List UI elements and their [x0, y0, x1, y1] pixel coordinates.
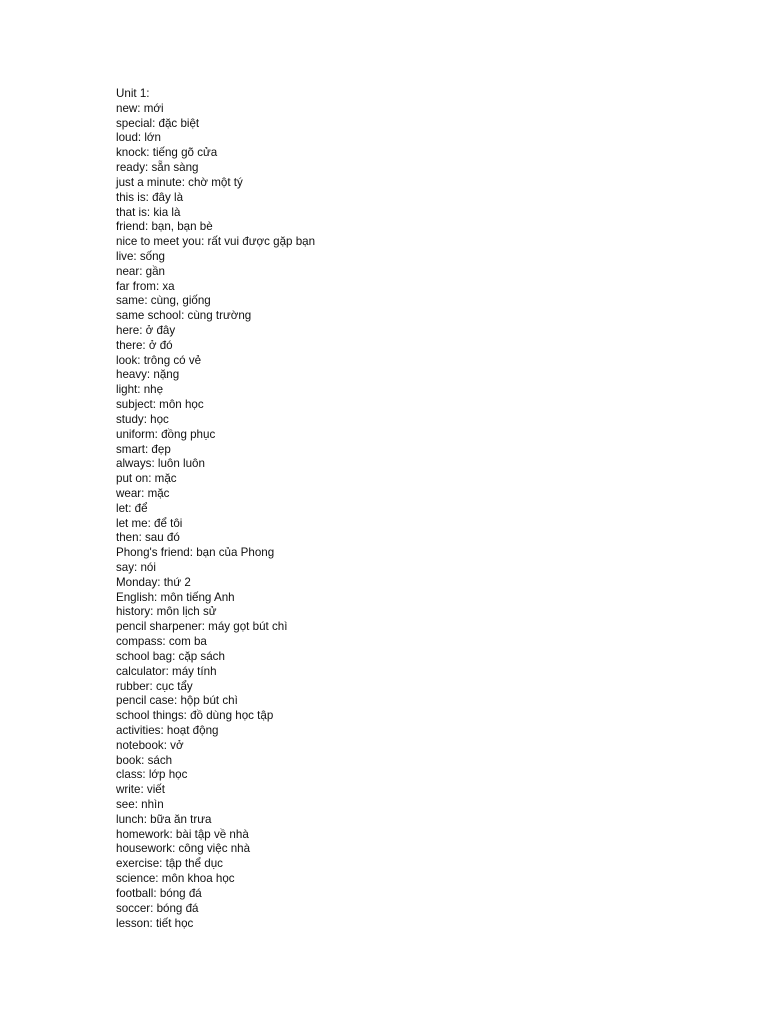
- vocab-line: that is: kia là: [116, 205, 181, 219]
- vocab-line: Phong's friend: bạn của Phong: [116, 546, 275, 560]
- vocab-line: heavy: nặng: [116, 368, 180, 382]
- vocab-line: book: sách: [116, 753, 173, 767]
- vocab-line: same school: cùng trường: [116, 309, 252, 323]
- vocab-line: wear: mặc: [116, 486, 170, 500]
- vocab-line: let me: để tôi: [116, 516, 183, 530]
- vocab-line: pencil sharpener: máy gọt bút chì: [116, 620, 288, 634]
- vocab-line: say: nói: [116, 561, 156, 574]
- vocab-line: light: nhẹ: [116, 383, 164, 397]
- vocab-line: housework: công việc nhà: [116, 842, 251, 856]
- vocab-line: class: lớp học: [116, 768, 188, 782]
- vocab-line: here: ở đây: [116, 324, 176, 337]
- vocab-line: lunch: bữa ăn trưa: [116, 812, 212, 826]
- vocab-line: uniform: đồng phục: [116, 427, 216, 441]
- vocab-line: near: gần: [116, 264, 165, 278]
- vocab-line: football: bóng đá: [116, 886, 202, 900]
- vocab-line: calculator: máy tính: [116, 664, 217, 678]
- vocab-line: same: cùng, giống: [116, 294, 211, 308]
- vocab-line: homework: bài tập về nhà: [116, 827, 249, 841]
- vocab-line: far from: xa: [116, 279, 175, 293]
- vocab-line: history: môn lịch sử: [116, 605, 217, 619]
- vocab-line: school things: đồ dùng học tập: [116, 709, 274, 723]
- unit-heading: Unit 1:: [116, 87, 150, 100]
- vocab-line: see: nhìn: [116, 798, 164, 811]
- vocab-line: new: mới: [116, 101, 164, 115]
- vocab-line: knock: tiếng gõ cửa: [116, 146, 218, 160]
- vocab-line: ready: sẵn sàng: [116, 161, 199, 175]
- vocab-line: smart: đẹp: [116, 442, 171, 456]
- vocab-line: Monday: thứ 2: [116, 575, 191, 589]
- vocab-line: subject: môn học: [116, 398, 204, 412]
- vocab-line: science: môn khoa học: [116, 872, 235, 886]
- vocab-line: study: học: [116, 412, 169, 426]
- vocab-line: compass: com ba: [116, 635, 207, 649]
- vocab-line: there: ở đó: [116, 338, 173, 352]
- vocab-line: friend: bạn, bạn bè: [116, 220, 213, 234]
- vocab-line: soccer: bóng đá: [116, 901, 199, 915]
- vocab-line: just a minute: chờ một tý: [116, 175, 243, 189]
- vocab-line: this is: đây là: [116, 190, 184, 204]
- vocab-line: let: để: [116, 501, 148, 515]
- vocab-line: exercise: tập thể dục: [116, 857, 223, 871]
- vocab-line: English: môn tiếng Anh: [116, 590, 235, 604]
- vocab-line: always: luôn luôn: [116, 457, 205, 471]
- vocab-line: rubber: cục tẩy: [116, 679, 193, 693]
- vocab-line: school bag: cặp sách: [116, 649, 225, 663]
- vocab-line: notebook: vở: [116, 738, 184, 752]
- vocab-line: special: đặc biệt: [116, 116, 200, 130]
- vocab-line: put on: mặc: [116, 472, 177, 486]
- vocab-line: write: viết: [116, 783, 165, 797]
- vocab-line: look: trông có vẻ: [116, 353, 202, 367]
- vocab-line: activities: hoạt động: [116, 723, 219, 737]
- vocab-line: then: sau đó: [116, 531, 180, 545]
- vocab-line: live: sống: [116, 249, 165, 263]
- vocab-line: loud: lớn: [116, 131, 161, 145]
- vocab-line: lesson: tiết học: [116, 916, 194, 930]
- vocab-line: pencil case: hộp bút chì: [116, 694, 238, 708]
- vocab-line: nice to meet you: rất vui được gặp bạn: [116, 235, 316, 249]
- vocabulary-list: [116, 87, 315, 931]
